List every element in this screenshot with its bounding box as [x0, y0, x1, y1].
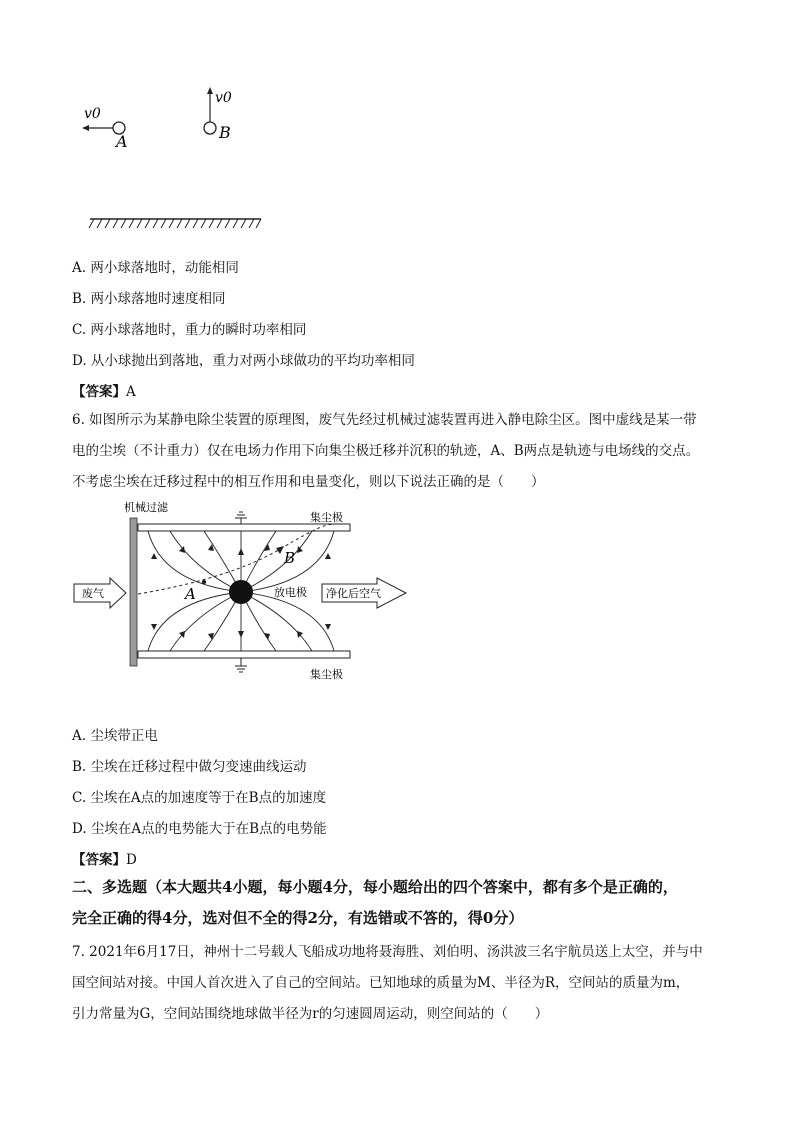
ground-hatching [89, 219, 261, 228]
ball-label-a: A [116, 132, 128, 151]
arrowhead-b [207, 87, 213, 94]
point-a-dot [202, 580, 206, 584]
collector-top-label: 集尘极 [310, 511, 343, 524]
q7-stem-line-3: 引力常量为G，空间站围绕地球做半径为r的匀速圆周运动，则空间站的（ ） [72, 1006, 549, 1022]
arrowhead-a [82, 125, 89, 131]
mechanical-filter [130, 518, 137, 666]
q6-option-a: A. 尘埃带正电 [72, 728, 158, 744]
collector-plate-bottom [138, 651, 350, 658]
q6-option-b: B. 尘埃在迁移过程中做匀变速曲线运动 [72, 759, 307, 775]
ball-b [204, 122, 216, 134]
collector-plate-top [138, 524, 350, 531]
ground-symbol-bottom [235, 658, 247, 672]
q7-stem-line-1: 7. 2021年6月17日，神州十二号载人飞船成功地将聂海胜、刘伯明、汤洪波三名宇航员送上太空，并与中 [72, 944, 703, 960]
q6-answer [72, 848, 137, 868]
ground-symbol-top [235, 512, 247, 524]
q6-option-d: D. 尘埃在A点的电势能大于在B点的电势能 [72, 821, 327, 837]
velocity-label-a: v0 [84, 106, 101, 122]
q6-stem-line-3: 不考虑尘埃在迁移过程中的相互作用和电量变化，则以下说法正确的是（ ） [72, 474, 545, 490]
point-a-label: A [185, 585, 196, 603]
q5-option-b: B. 两小球落地时速度相同 [72, 291, 226, 307]
filter-label: 机械过滤 [124, 501, 168, 514]
answer-value: D [126, 852, 137, 868]
collector-bottom-label: 集尘极 [310, 668, 343, 681]
trajectory-arrow-b [276, 546, 284, 554]
q5-option-c: C. 两小球落地时，重力的瞬时功率相同 [72, 322, 307, 338]
outlet-label: 净化后空气 [326, 587, 381, 600]
point-b-label: B [284, 549, 296, 567]
q5-option-a: A. 两小球落地时，动能相同 [72, 260, 239, 276]
q7-stem-line-2: 国空间站对接。中国人首次进入了自己的空间站。已知地球的质量为M、半径为R，空间站的质量为m， [72, 975, 690, 991]
q6-option-c: C. 尘埃在A点的加速度等于在B点的加速度 [72, 790, 327, 806]
section-heading-line-2: 完全正确的得4分，选对但不全的得2分，有选错或不答的，得0分） [72, 909, 524, 927]
q5-answer [72, 380, 136, 400]
discharge-label: 放电极 [274, 586, 307, 599]
answer-label: 【答案】 [72, 384, 126, 400]
discharge-electrode [229, 580, 253, 604]
figure-precipitator [72, 498, 412, 688]
ball-label-b: B [219, 123, 231, 142]
answer-label: 【答案】 [72, 852, 126, 868]
inlet-label: 废气 [82, 587, 104, 600]
figure-projectile [70, 80, 280, 230]
answer-value: A [126, 384, 136, 400]
q6-stem-line-1: 6. 如图所示为某静电除尘装置的原理图，废气先经过机械过滤装置再进入静电除尘区。图中虚线是某一带 [72, 412, 697, 428]
q6-stem-line-2: 电的尘埃（不计重力）仅在电场力作用下向集尘极迁移并沉积的轨迹，A、B两点是轨迹与电场线的交点。 [72, 443, 700, 459]
section-heading-line-1: 二、多选题（本大题共4小题，每小题4分，每小题给出的四个答案中，都有多个是正确的， [72, 878, 678, 896]
q5-option-d: D. 从小球抛出到落地，重力对两小球做功的平均功率相同 [72, 353, 415, 369]
velocity-label-b: v0 [215, 90, 232, 106]
